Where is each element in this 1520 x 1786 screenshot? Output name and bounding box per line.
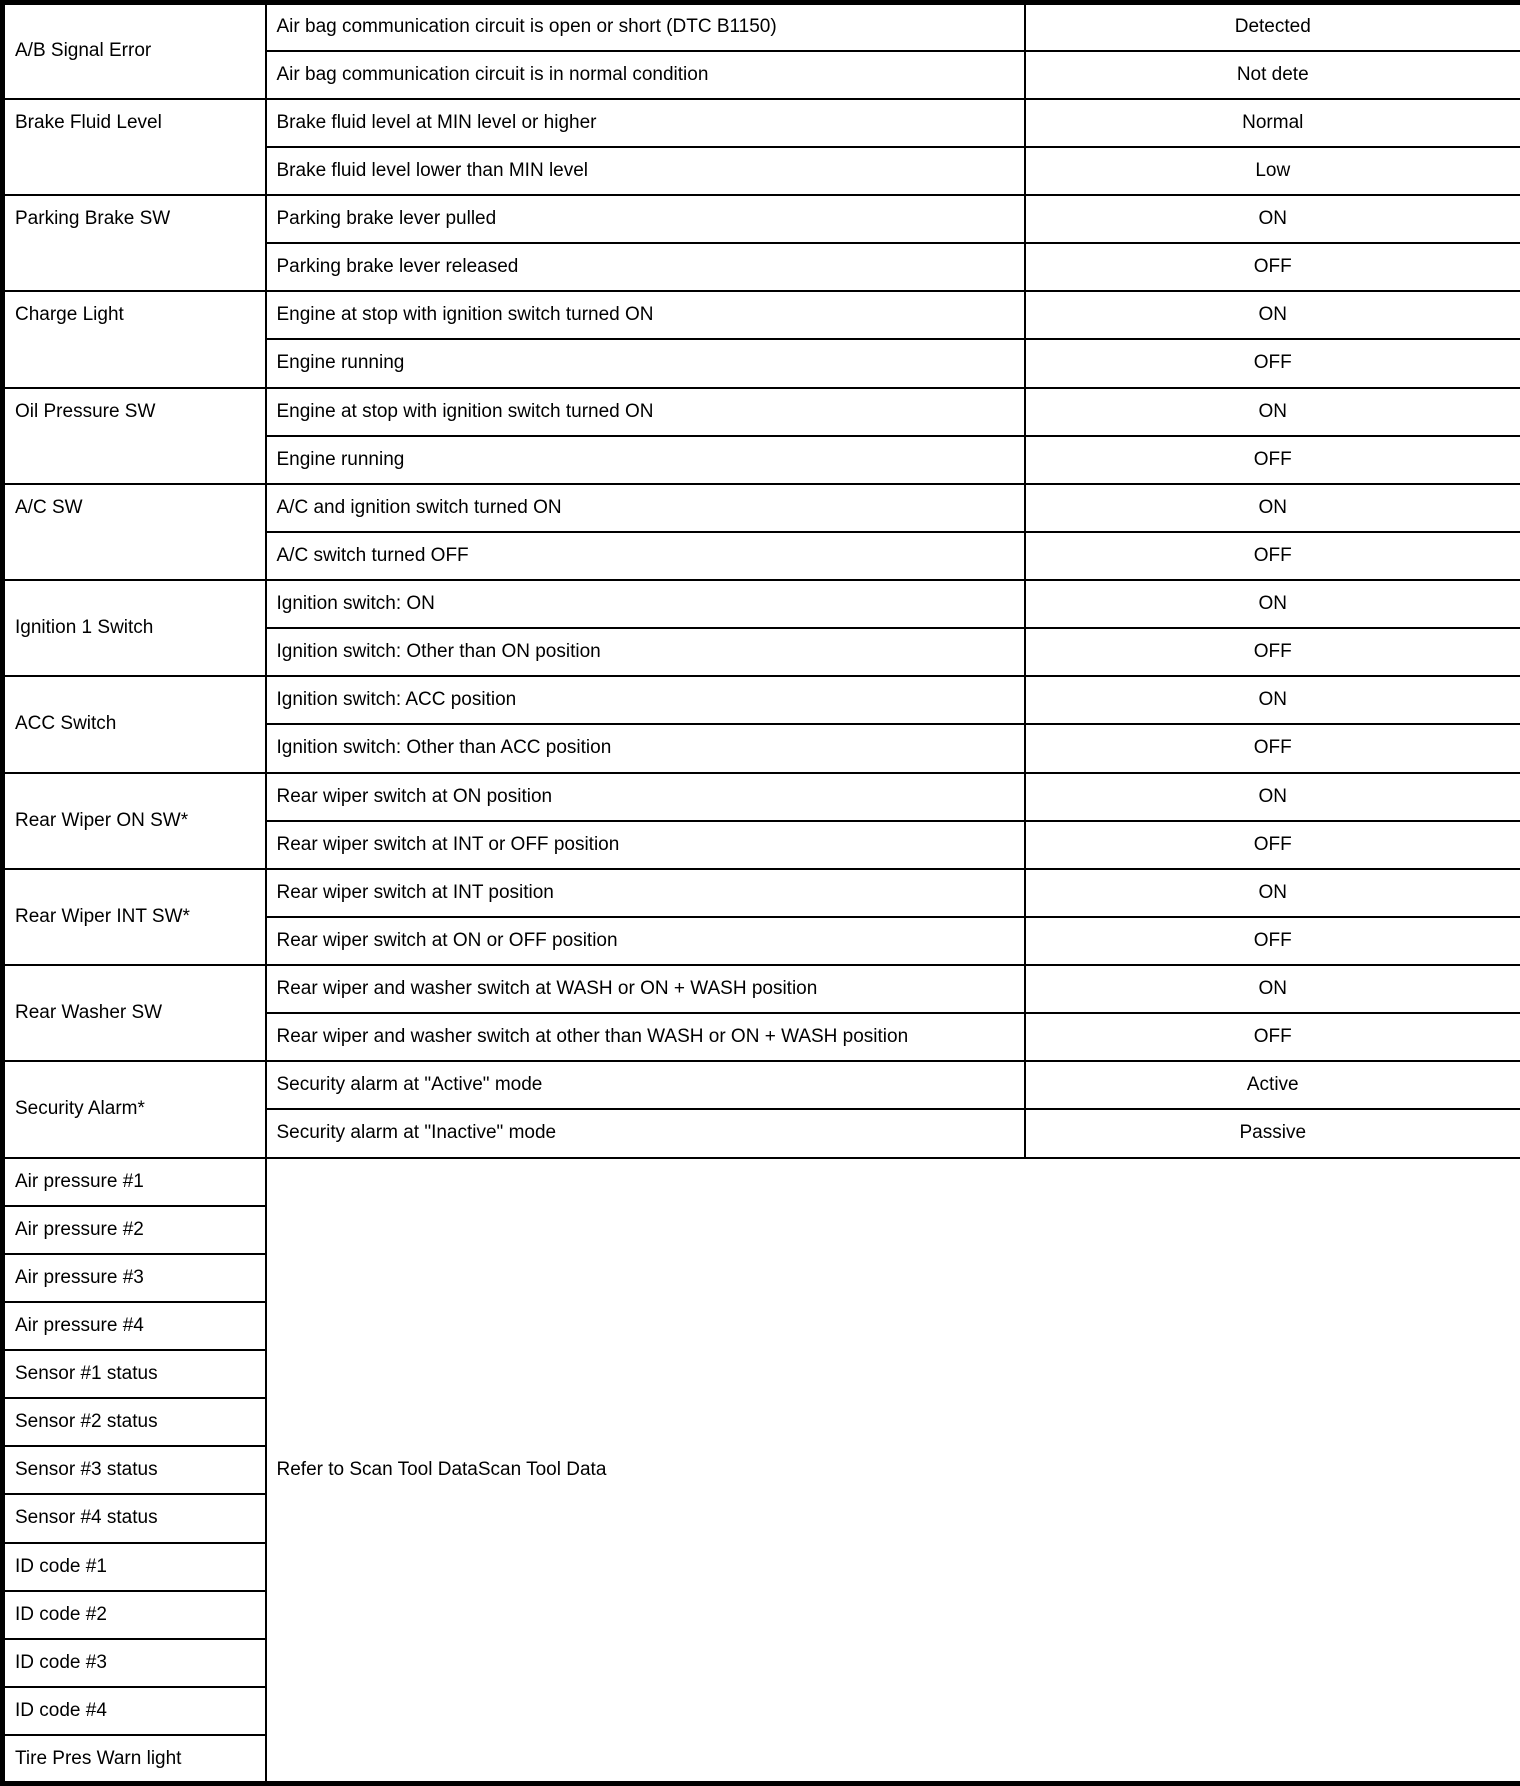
scan-item-cell: Air pressure #2 (3, 1206, 266, 1254)
condition-cell: Air bag communication circuit is open or short (DTC B1150) (266, 3, 1025, 51)
value-cell: OFF (1025, 339, 1520, 387)
condition-cell: Ignition switch: Other than ACC position (266, 724, 1025, 772)
value-cell: OFF (1025, 436, 1520, 484)
value-cell: Not dete (1025, 51, 1520, 99)
scan-item-cell: Sensor #1 status (3, 1350, 266, 1398)
table-row (3, 1061, 1520, 1109)
condition-cell: Air bag communication circuit is in normal condition (266, 51, 1025, 99)
condition-cell: Engine running (266, 436, 1025, 484)
value-cell: ON (1025, 773, 1520, 821)
value-cell: OFF (1025, 628, 1520, 676)
condition-cell: A/C switch turned OFF (266, 532, 1025, 580)
table-row (3, 580, 1520, 628)
value-cell: ON (1025, 676, 1520, 724)
scan-item-cell: ID code #2 (3, 1591, 266, 1639)
value-cell: OFF (1025, 532, 1520, 580)
scan-item-cell: ID code #4 (3, 1687, 266, 1735)
value-cell: Low (1025, 147, 1520, 195)
condition-cell: A/C and ignition switch turned ON (266, 484, 1025, 532)
item-cell: Security Alarm* (3, 1061, 266, 1157)
condition-cell: Engine at stop with ignition switch turned ON (266, 291, 1025, 339)
scan-item-cell: ID code #3 (3, 1639, 266, 1687)
value-cell: Active (1025, 1061, 1520, 1109)
table-row (3, 3, 1520, 51)
item-cell: Brake Fluid Level (3, 99, 266, 195)
condition-cell: Rear wiper switch at INT or OFF position (266, 821, 1025, 869)
item-cell: Charge Light (3, 291, 266, 387)
condition-cell: Brake fluid level lower than MIN level (266, 147, 1025, 195)
scan-item-cell: Air pressure #4 (3, 1302, 266, 1350)
condition-cell: Rear wiper switch at ON or OFF position (266, 917, 1025, 965)
item-cell: A/B Signal Error (3, 3, 266, 99)
item-cell: A/C SW (3, 484, 266, 580)
condition-cell: Rear wiper switch at ON position (266, 773, 1025, 821)
table-row (3, 965, 1520, 1013)
scan-item-cell: Sensor #3 status (3, 1446, 266, 1494)
scan-note-cell: Refer to Scan Tool DataScan Tool Data (266, 1158, 1520, 1784)
condition-cell: Rear wiper and washer switch at WASH or ON + WASH position (266, 965, 1025, 1013)
table-row (3, 1158, 1520, 1206)
value-cell: ON (1025, 388, 1520, 436)
table-row (3, 773, 1520, 821)
table-row (3, 99, 1520, 147)
scan-item-cell: Air pressure #1 (3, 1158, 266, 1206)
table-row (3, 869, 1520, 917)
value-cell: ON (1025, 484, 1520, 532)
condition-cell: Brake fluid level at MIN level or higher (266, 99, 1025, 147)
item-cell: Ignition 1 Switch (3, 580, 266, 676)
item-cell: Rear Wiper ON SW* (3, 773, 266, 869)
table-row (3, 388, 1520, 436)
value-cell: Normal (1025, 99, 1520, 147)
item-cell: Parking Brake SW (3, 195, 266, 291)
value-cell: OFF (1025, 243, 1520, 291)
table-row (3, 484, 1520, 532)
condition-cell: Rear wiper and washer switch at other than WASH or ON + WASH position (266, 1013, 1025, 1061)
condition-cell: Engine at stop with ignition switch turned ON (266, 388, 1025, 436)
value-cell: OFF (1025, 1013, 1520, 1061)
condition-cell: Ignition switch: Other than ON position (266, 628, 1025, 676)
table-row (3, 291, 1520, 339)
scan-item-cell: Sensor #2 status (3, 1398, 266, 1446)
value-cell: ON (1025, 869, 1520, 917)
item-cell: Rear Wiper INT SW* (3, 869, 266, 965)
scan-item-cell: Sensor #4 status (3, 1494, 266, 1542)
value-cell: ON (1025, 965, 1520, 1013)
condition-cell: Security alarm at "Inactive" mode (266, 1109, 1025, 1157)
value-cell: Passive (1025, 1109, 1520, 1157)
condition-cell: Rear wiper switch at INT position (266, 869, 1025, 917)
value-cell: OFF (1025, 821, 1520, 869)
condition-cell: Parking brake lever released (266, 243, 1025, 291)
scan-item-cell: Air pressure #3 (3, 1254, 266, 1302)
scan-item-cell: Tire Pres Warn light (3, 1735, 266, 1784)
condition-cell: Ignition switch: ON (266, 580, 1025, 628)
item-cell: ACC Switch (3, 676, 266, 772)
condition-cell: Engine running (266, 339, 1025, 387)
value-cell: OFF (1025, 724, 1520, 772)
item-cell: Oil Pressure SW (3, 388, 266, 484)
item-cell: Rear Washer SW (3, 965, 266, 1061)
condition-cell: Ignition switch: ACC position (266, 676, 1025, 724)
table-row (3, 676, 1520, 724)
condition-cell: Parking brake lever pulled (266, 195, 1025, 243)
condition-cell: Security alarm at "Active" mode (266, 1061, 1025, 1109)
value-cell: Detected (1025, 3, 1520, 51)
value-cell: ON (1025, 580, 1520, 628)
value-cell: ON (1025, 195, 1520, 243)
table-row (3, 195, 1520, 243)
value-cell: OFF (1025, 917, 1520, 965)
value-cell: ON (1025, 291, 1520, 339)
scan-item-cell: ID code #1 (3, 1543, 266, 1591)
